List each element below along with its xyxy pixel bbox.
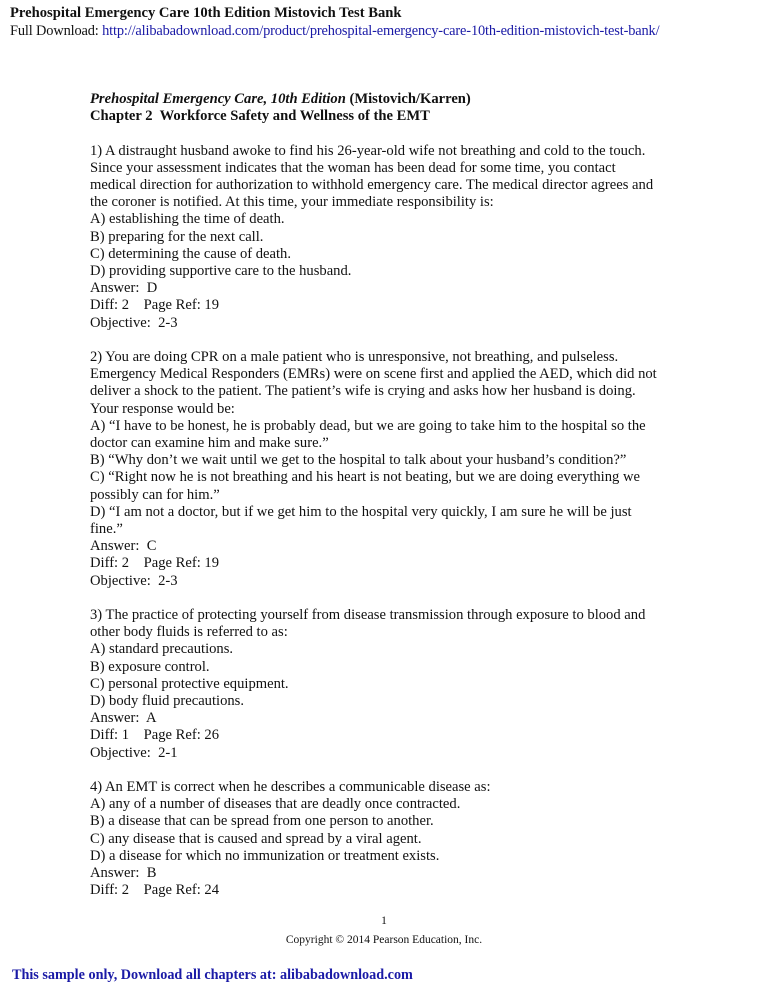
question-line: 2) You are doing CPR on a male patient who is unresponsive, not breathing, and pulseless. [90, 349, 619, 366]
question-line: 1) A distraught husband awoke to find his 26-year-old wife not breathing and cold to the touch. [90, 142, 646, 159]
question-line: possibly can for him.” [90, 486, 220, 503]
question-block [90, 349, 695, 590]
question-line: Objective: 2-3 [90, 314, 178, 331]
question-line: B) a disease that can be spread from one person to another. [90, 813, 434, 830]
book-authors: (Mistovich/Karren) [345, 91, 471, 107]
chapter-title: Chapter 2 Workforce Safety and Wellness of the EMT [90, 108, 430, 125]
question-line: Answer: B [90, 865, 157, 882]
question-line: A) establishing the time of death. [90, 211, 285, 228]
question-line: Answer: A [90, 710, 157, 727]
question-line: C) personal protective equipment. [90, 675, 289, 692]
question-line: fine.” [90, 521, 123, 538]
question-line: Diff: 2 Page Ref: 24 [90, 882, 220, 899]
question-line: medical direction for authorization to withhold emergency care. The medical director agrees and [90, 177, 654, 193]
question-line: A) any of a number of diseases that are deadly once contracted. [90, 796, 461, 813]
question-line: 4) An EMT is correct when he describes a communicable disease as: [90, 779, 491, 796]
question-list [90, 143, 695, 900]
book-title-line [90, 91, 695, 108]
page-header [10, 5, 760, 41]
question-line: C) determining the cause of death. [90, 245, 291, 262]
question-line: B) “Why don’t we wait until we get to the hospital to talk about your husband’s condition?” [90, 452, 627, 469]
question-line: Diff: 1 Page Ref: 26 [90, 727, 220, 744]
question-block [90, 143, 695, 332]
question-line: Diff: 2 Page Ref: 19 [90, 555, 220, 572]
question-line: B) preparing for the next call. [90, 228, 264, 245]
question-line: Emergency Medical Responders (EMRs) were on scene first and applied the AED, which did not [90, 366, 657, 383]
question-line: Since your assessment indicates that the woman has been dead for some time, you contact [90, 159, 616, 176]
question-block [90, 607, 695, 762]
question-line: deliver a shock to the patient. The patient’s wife is crying and asks how her husband is doing. [90, 383, 636, 400]
question-line: A) standard precautions. [90, 641, 234, 658]
question-line: D) a disease for which no immunization or treatment exists. [90, 847, 440, 864]
question-line: D) “I am not a doctor, but if we get him to the hospital very quickly, I am sure he will be just [90, 503, 632, 520]
page-number: 1 [381, 915, 387, 927]
question-line: the coroner is notified. At this time, your immediate responsibility is: [90, 194, 494, 211]
question-line: Your response would be: [90, 400, 235, 417]
question-line: B) exposure control. [90, 658, 210, 675]
question-line: Objective: 2-3 [90, 572, 178, 589]
question-line: C) any disease that is caused and spread by a viral agent. [90, 830, 422, 847]
question-line: doctor can examine him and make sure.” [90, 435, 329, 452]
full-download-line [10, 22, 760, 41]
question-line: A) “I have to be honest, he is probably dead, but we are going to take him to the hospital so the [90, 417, 646, 434]
question-line: 3) The practice of protecting yourself from disease transmission through exposure to blood and [90, 607, 646, 624]
question-block [90, 779, 695, 899]
header-title: Prehospital Emergency Care 10th Edition Mistovich Test Bank [10, 5, 402, 21]
book-title: Prehospital Emergency Care, 10th Edition [90, 91, 346, 107]
full-download-link[interactable]: http://alibabadownload.com/product/prehospital-emergency-care-10th-edition-mistovich-test-bank/ [102, 23, 660, 39]
full-download-label: Full Download: [10, 23, 103, 39]
sample-download-link[interactable]: This sample only, Download all chapters at: alibabadownload.com [12, 967, 413, 983]
question-line: other body fluids is referred to as: [90, 624, 288, 641]
question-line: C) “Right now he is not breathing and his heart is not beating, but we are doing everything we [90, 469, 640, 486]
question-line: Answer: D [90, 280, 158, 297]
question-line: D) providing supportive care to the husband. [90, 263, 352, 280]
question-line: D) body fluid precautions. [90, 693, 245, 710]
document-body [90, 91, 695, 899]
question-line: Diff: 2 Page Ref: 19 [90, 297, 220, 314]
copyright-notice: Copyright © 2014 Pearson Education, Inc. [285, 934, 483, 946]
question-line: Answer: C [90, 538, 157, 555]
question-line: Objective: 2-1 [90, 744, 178, 761]
